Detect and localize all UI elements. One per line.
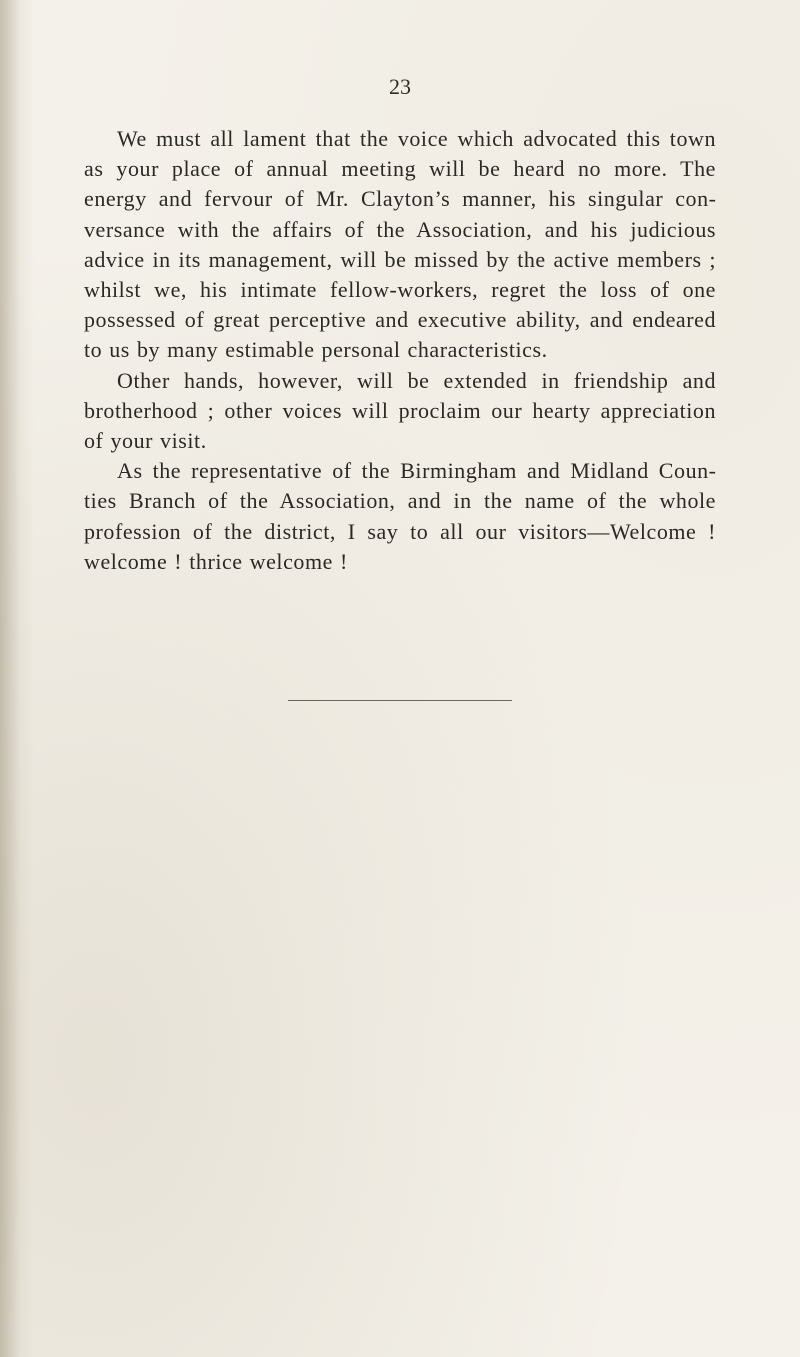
page-number: 23 xyxy=(389,74,411,99)
body-text xyxy=(84,124,716,577)
paragraph-lament: We must all lament that the voice which advocated this town as your place of annual meeting will be heard no more. The energy and fervour of Mr. Clayton’s manner, his singular conversance with the affairs of the Association, and his judicious advice in its management, will be missed by the active members ; whilst we, his intimate fellow-workers, regret the loss of one possessed of great perceptive and executive ability, and endeared to us by many estimable personal characteristics. xyxy=(84,126,716,363)
binding-shadow xyxy=(0,0,34,1357)
paragraph-other-hands: Other hands, however, will be extended in friendship and brotherhood ; other voices will proclaim our hearty appreciation of your visit. xyxy=(84,367,716,454)
end-rule xyxy=(288,700,512,701)
paragraph-welcome: As the representative of the Birmingham and Midland Counties Branch of the Association, and in the name of the whole profession of the district, I say to all our visitors—Welcome ! welcome ! thrice welcome ! xyxy=(84,458,716,574)
